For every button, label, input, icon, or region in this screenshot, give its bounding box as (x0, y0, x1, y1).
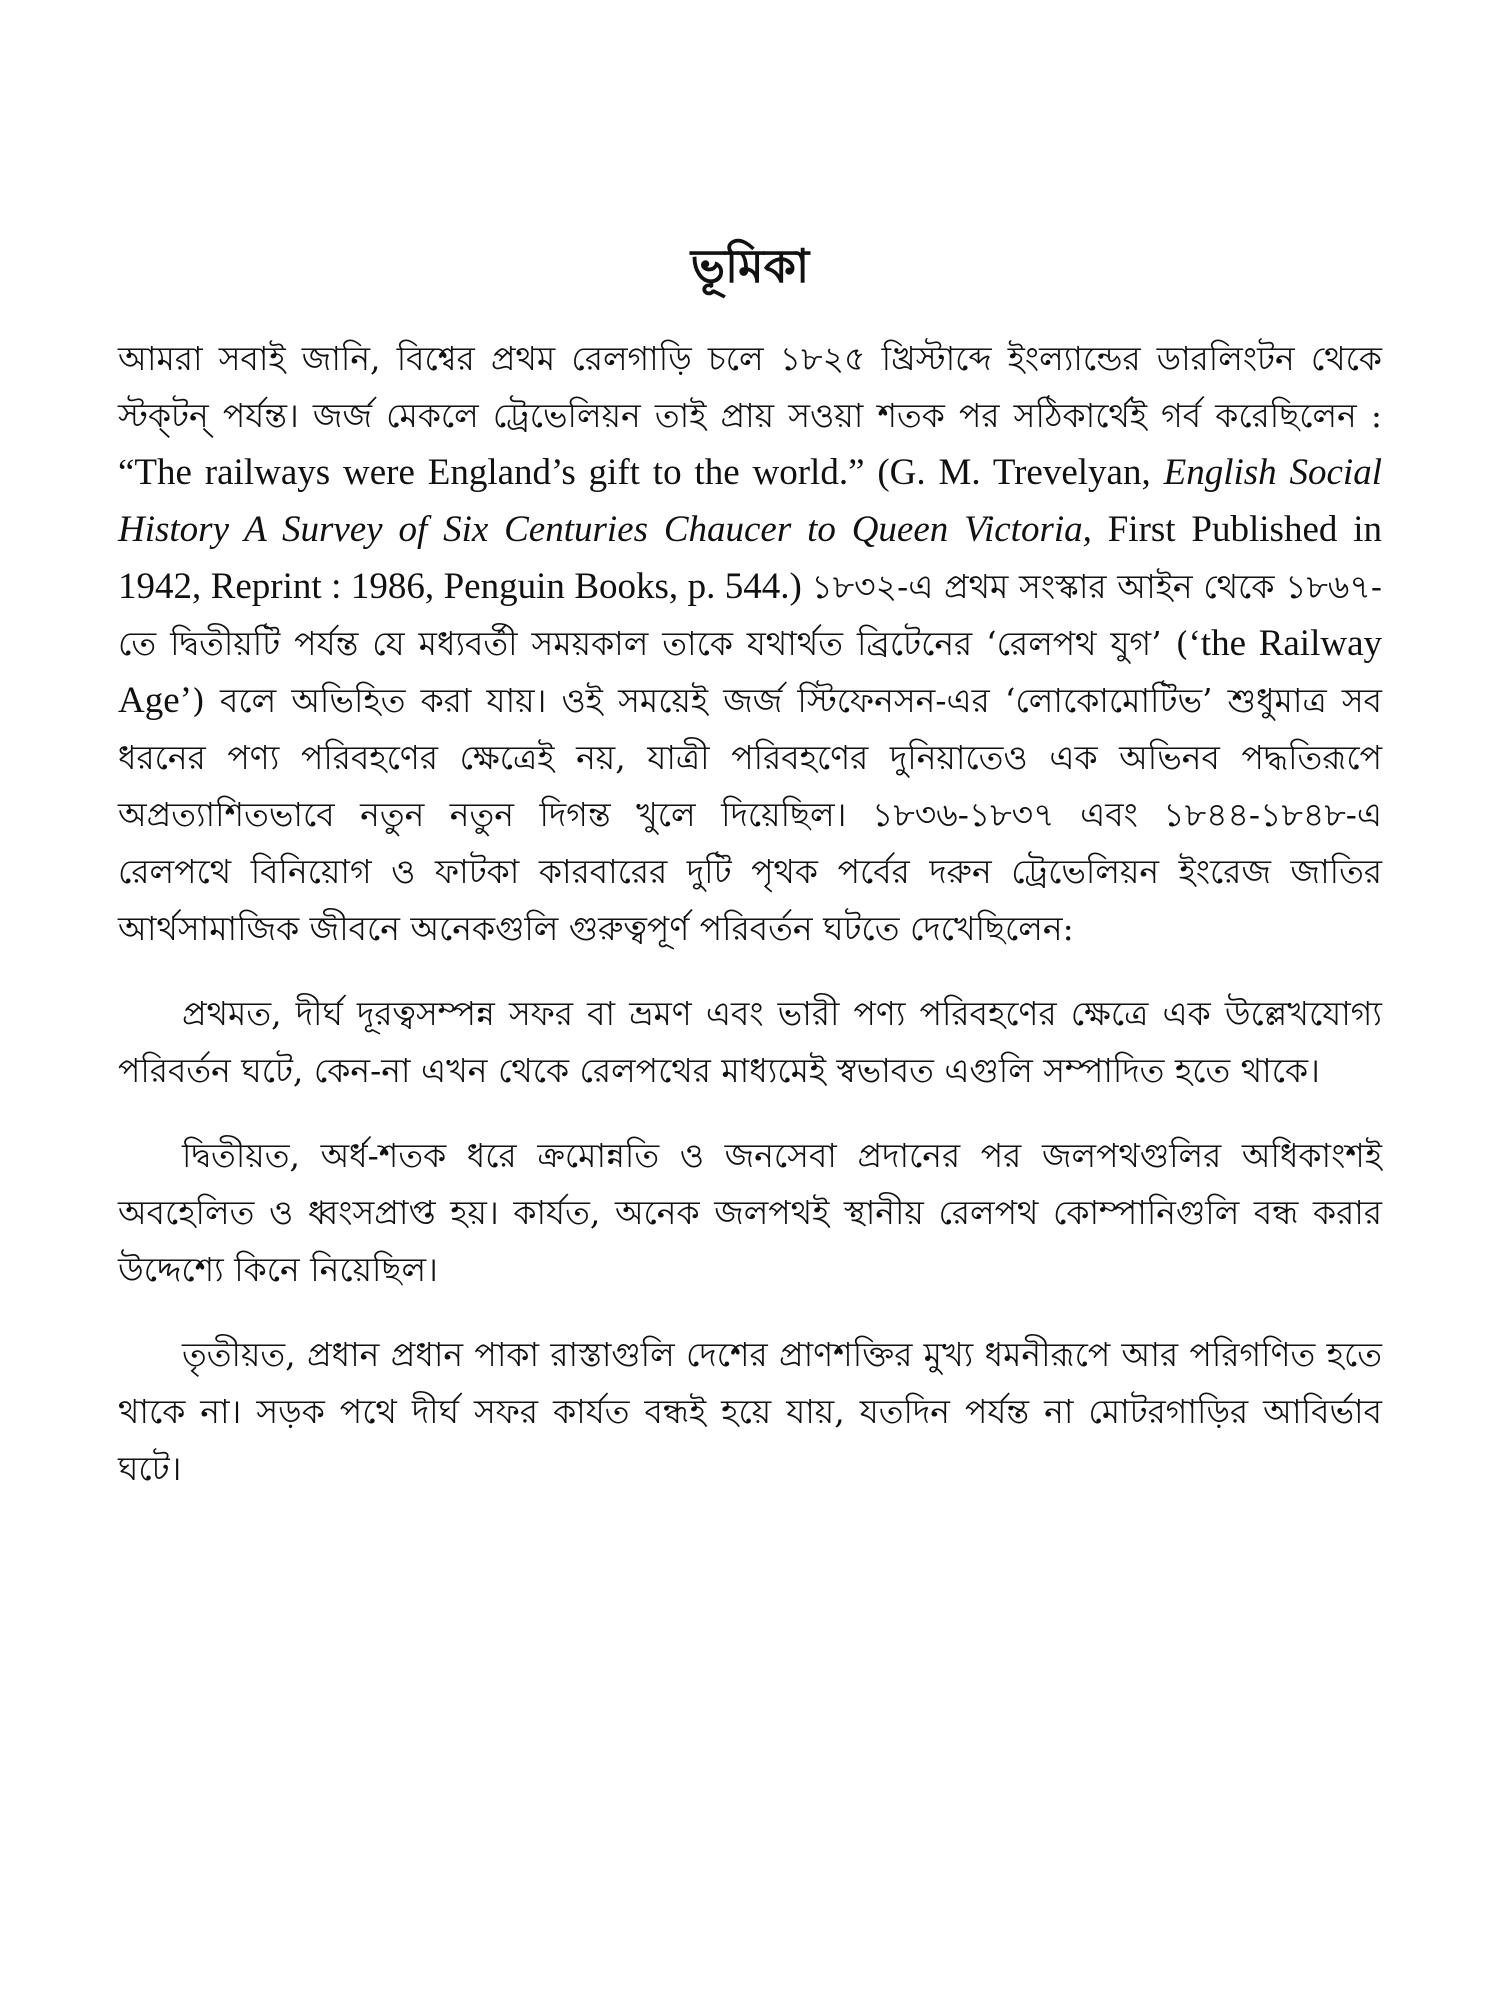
paragraph-third-point: তৃতীয়ত, প্রধান প্রধান পাকা রাস্তাগুলি দেশের প্রাণশক্তির মুখ্য ধমনীরূপে আর পরিগণিত হতে থাকে না। সড়ক পথে দীর্ঘ সফর কার্যত বন্ধই হয়ে যায়, যতদিন পর্যন্ত না মোটরগাড়ির আবির্ভাব ঘটে। (118, 1335, 1382, 1488)
citation-details: First Published in 1942, Reprint : 1986, Penguin Books, p. 544.) (118, 509, 1382, 607)
intro-bengali-rest: ) বলে অভিহিত করা যায়। ওই সময়েই জর্জ স্টিফেনসন-এর ‘লোকোমোটিভ’ শুধুমাত্র সব ধরনের পণ্য পরিবহণের ক্ষেত্রেই নয়, যাত্রী পরিবহণের দুনিয়াতেও এক অভিনব পদ্ধতিরূপে অপ্রত্যাশিতভাবে নতুন নতুন দিগন্ত খুলে দিয়েছিল। ১৮৩৬-১৮৩৭ এবং ১৮৪৪-১৮৪৮-এ রেলপথে বিনিয়োগ ও ফাটকা কারবারের দুটি পৃথক পর্বের দরুন ট্রেভেলিয়ন ইংরেজ জাতির আর্থসামাজিক জীবনে অনেকগুলি গুরুত্বপূর্ণ পরিবর্তন ঘটতে দেখেছিলেন: (118, 681, 1382, 948)
book-title: English Social History A Survey of Six Centuries Chaucer to Queen Victoria, (118, 452, 1382, 550)
trevelyan-quote: “The railways were England’s gift to the world.” (G. M. Trevelyan, (118, 452, 1164, 493)
railway-age-phrase: ‘the Railway Age’ (118, 623, 1383, 721)
intro-bengali-middle: ১৮৩২-এ প্রথম সংস্কার আইন থেকে ১৮৬৭-তে দ্বিতীয়টি পর্যন্ত যে মধ্যবর্তী সময়কাল তাকে যথার্থত ব্রিটেনের ‘রেলপথ যুগ’ ( (118, 567, 1382, 663)
page-title: ভূমিকা (690, 239, 810, 293)
paragraph-intro (118, 330, 1382, 957)
intro-bengali-text: আমরা সবাই জানি, বিশ্বের প্রথম রেলগাড়ি চলে ১৮২৫ খ্রিস্টাব্দে ইংল্যান্ডের ডারলিংটন থেকে স্টক্‌টন্‌ পর্যন্ত। জর্জ মেকলে ট্রেভেলিয়ন তাই প্রায় সওয়া শতক পর সঠিকার্থেই গর্ব করেছিলেন : (118, 339, 1382, 435)
body-text (118, 330, 1382, 1497)
paragraph-first-point: প্রথমত, দীর্ঘ দূরত্বসম্পন্ন সফর বা ভ্রমণ এবং ভারী পণ্য পরিবহণের ক্ষেত্রে এক উল্লেখযোগ্য পরিবর্তন ঘটে, কেন-না এখন থেকে রেলপথের মাধ্যমেই স্বভাবত এগুলি সম্পাদিত হতে থাকে। (118, 994, 1382, 1090)
paragraph-second-point: দ্বিতীয়ত, অর্ধ-শতক ধরে ক্রমোন্নতি ও জনসেবা প্রদানের পর জলপথগুলির অধিকাংশই অবহেলিত ও ধ্বংসপ্রাপ্ত হয়। কার্যত, অনেক জলপথই স্থানীয় রেলপথ কোম্পানিগুলি বন্ধ করার উদ্দেশ্যে কিনে নিয়েছিল। (118, 1136, 1382, 1289)
